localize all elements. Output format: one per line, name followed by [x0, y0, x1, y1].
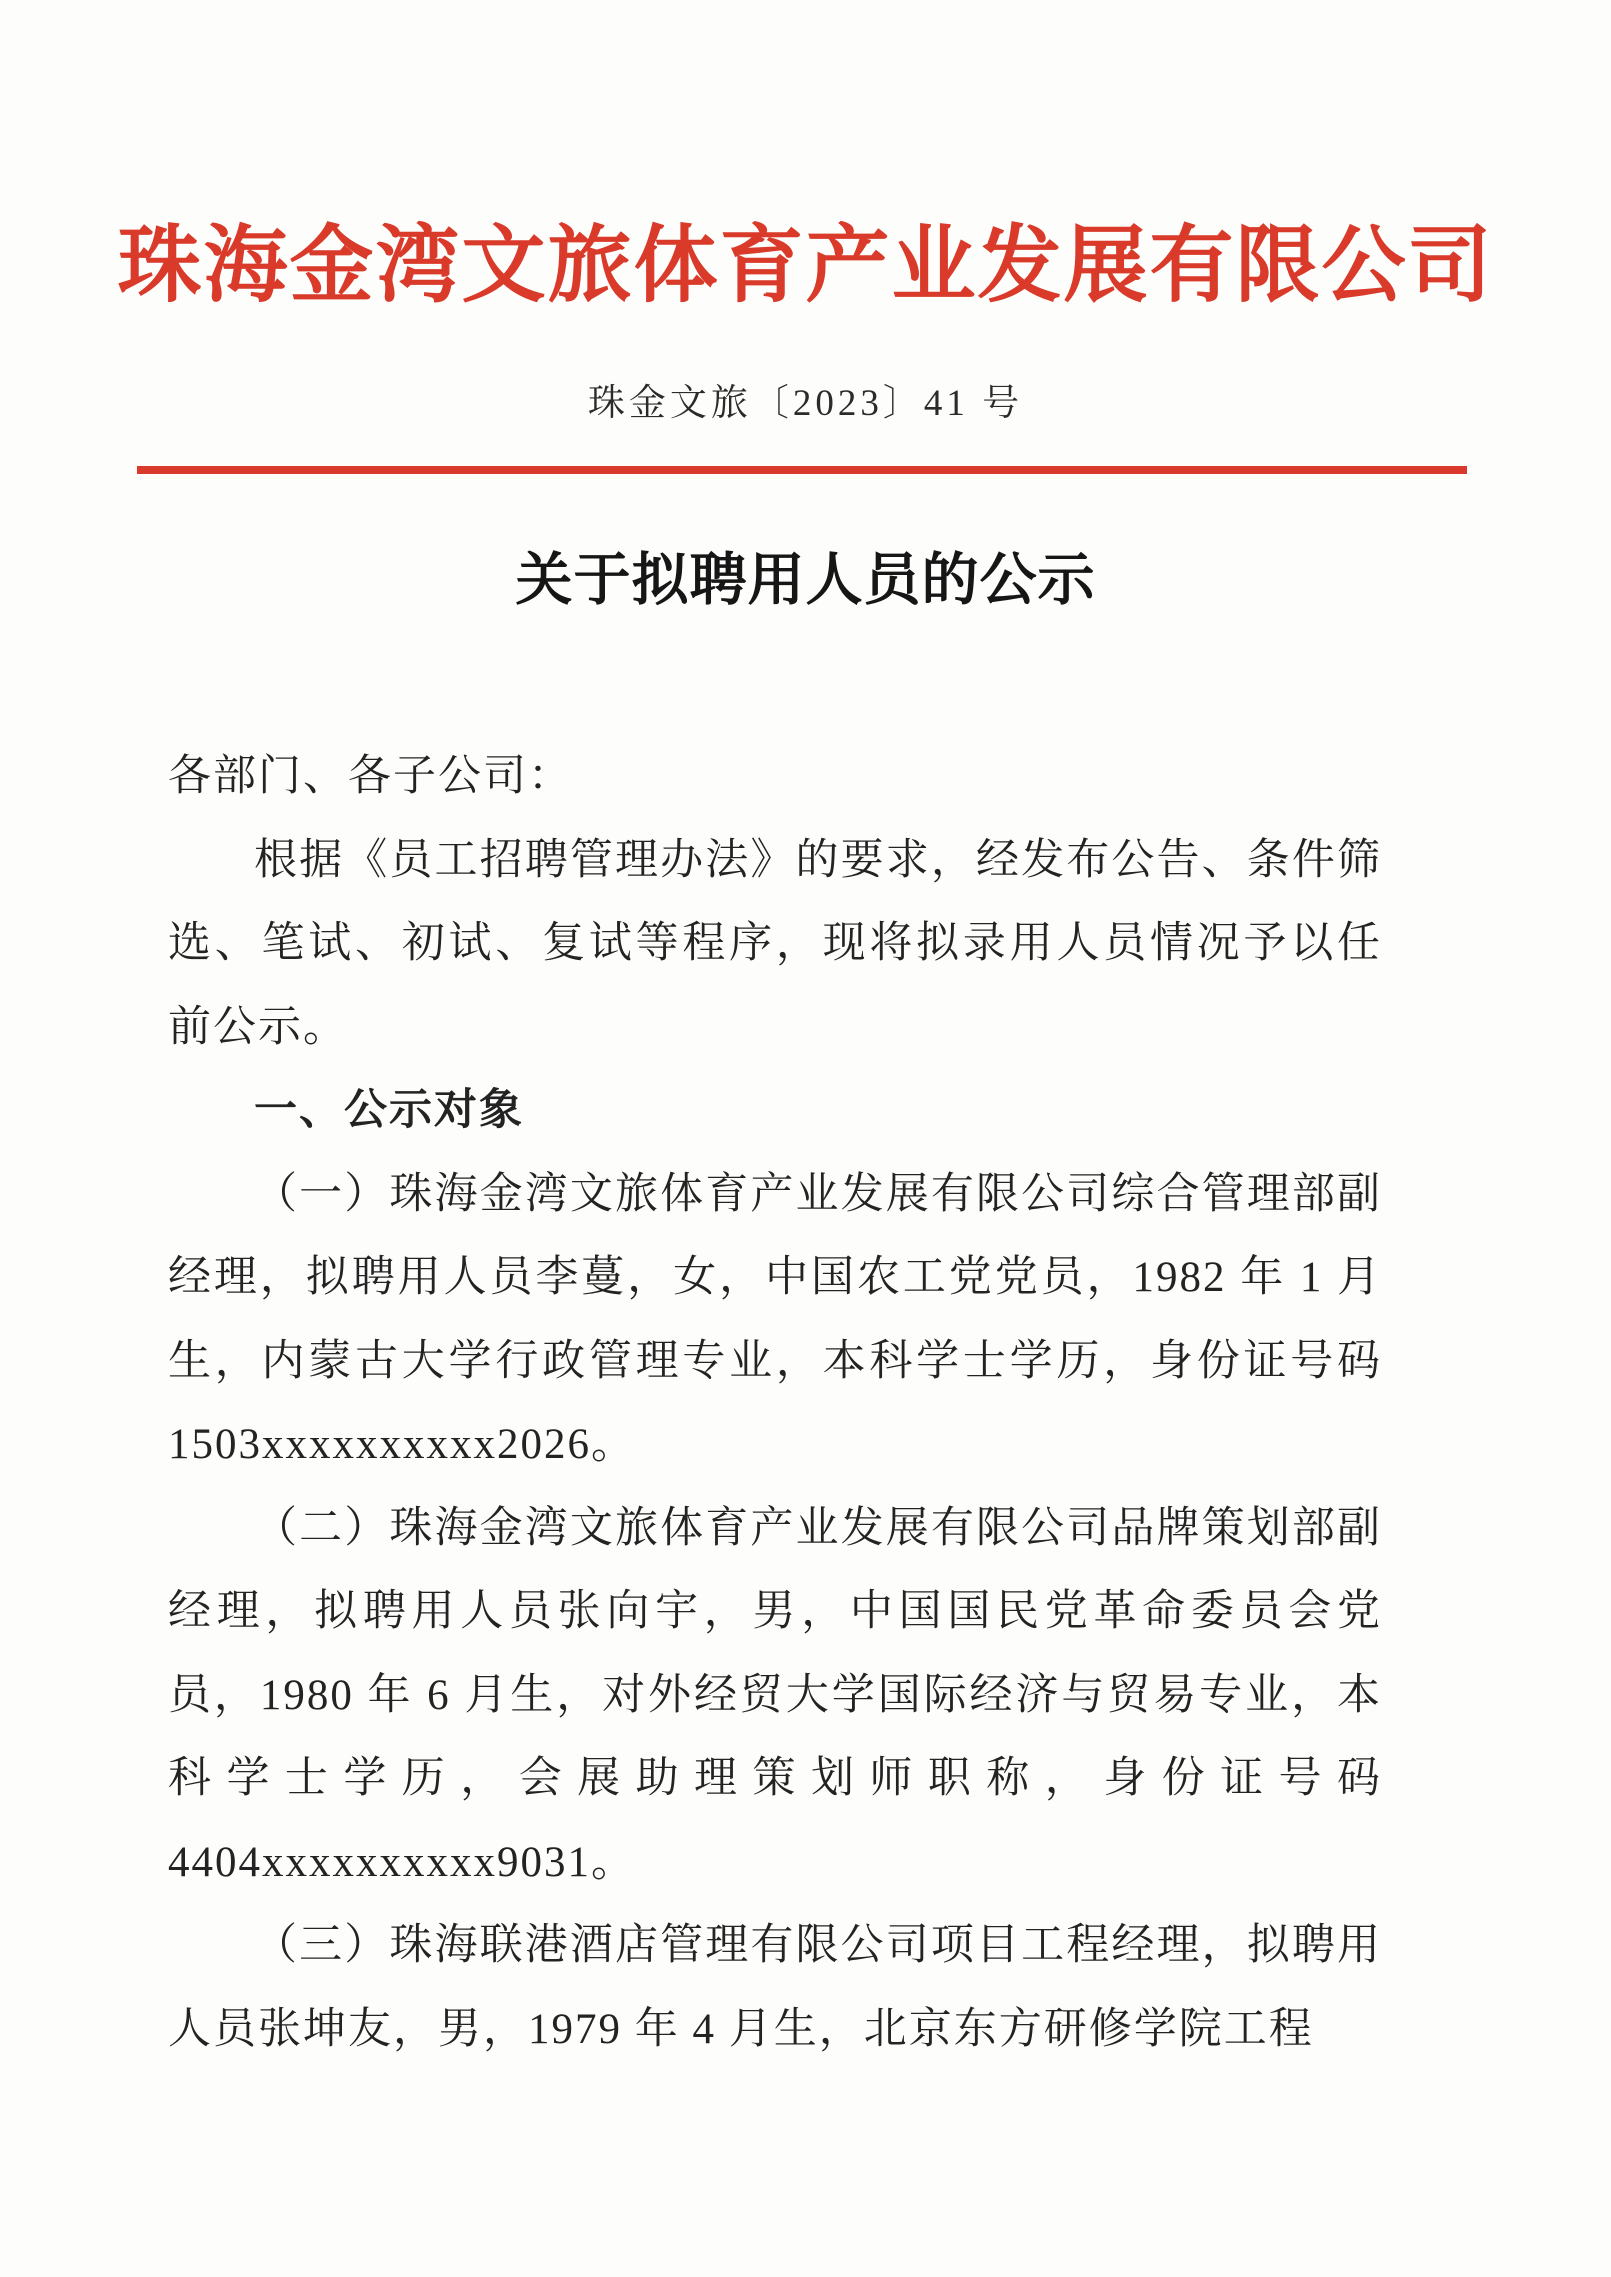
document-body: [168, 735, 1382, 2071]
salutation-line: 各部门、各子公司：: [168, 753, 573, 800]
document-title: 关于拟聘用人员的公示: [515, 549, 1096, 612]
letterhead-divider-rule: [137, 466, 1467, 474]
document-number: 珠金文旅〔2023〕41 号: [587, 383, 1024, 424]
candidate-item-3: （三）珠海联港酒店管理有限公司项目工程经理，拟聘用人员张坤友，男，1979 年 4 月生，北京东方研修学院工程: [168, 1922, 1382, 2053]
intro-paragraph: 根据《员工招聘管理办法》的要求，经发布公告、条件筛选、笔试、初试、复试等程序，现将拟录用人员情况予以任前公示。: [168, 836, 1382, 1051]
candidate-item-2: （二）珠海金湾文旅体育产业发展有限公司品牌策划部副经理，拟聘用人员张向宇，男，中国国民党革命委员会党员，1980 年 6 月生，对外经贸大学国际经济与贸易专业，本科学士学历，会展助理策划师职称，身份证号码 4404xxxxxxxxxx9031。: [168, 1504, 1382, 1886]
candidate-item-1: （一）珠海金湾文旅体育产业发展有限公司综合管理部副经理，拟聘用人员李蔓，女，中国农工党党员，1982 年 1 月生，内蒙古大学行政管理专业，本科学士学历，身份证号码 1503xxxxxxxxxx2026。: [168, 1170, 1382, 1468]
section-heading-publicity-targets: 一、公示对象: [254, 1087, 524, 1134]
company-letterhead-title: 珠海金湾文旅体育产业发展有限公司: [117, 220, 1494, 313]
